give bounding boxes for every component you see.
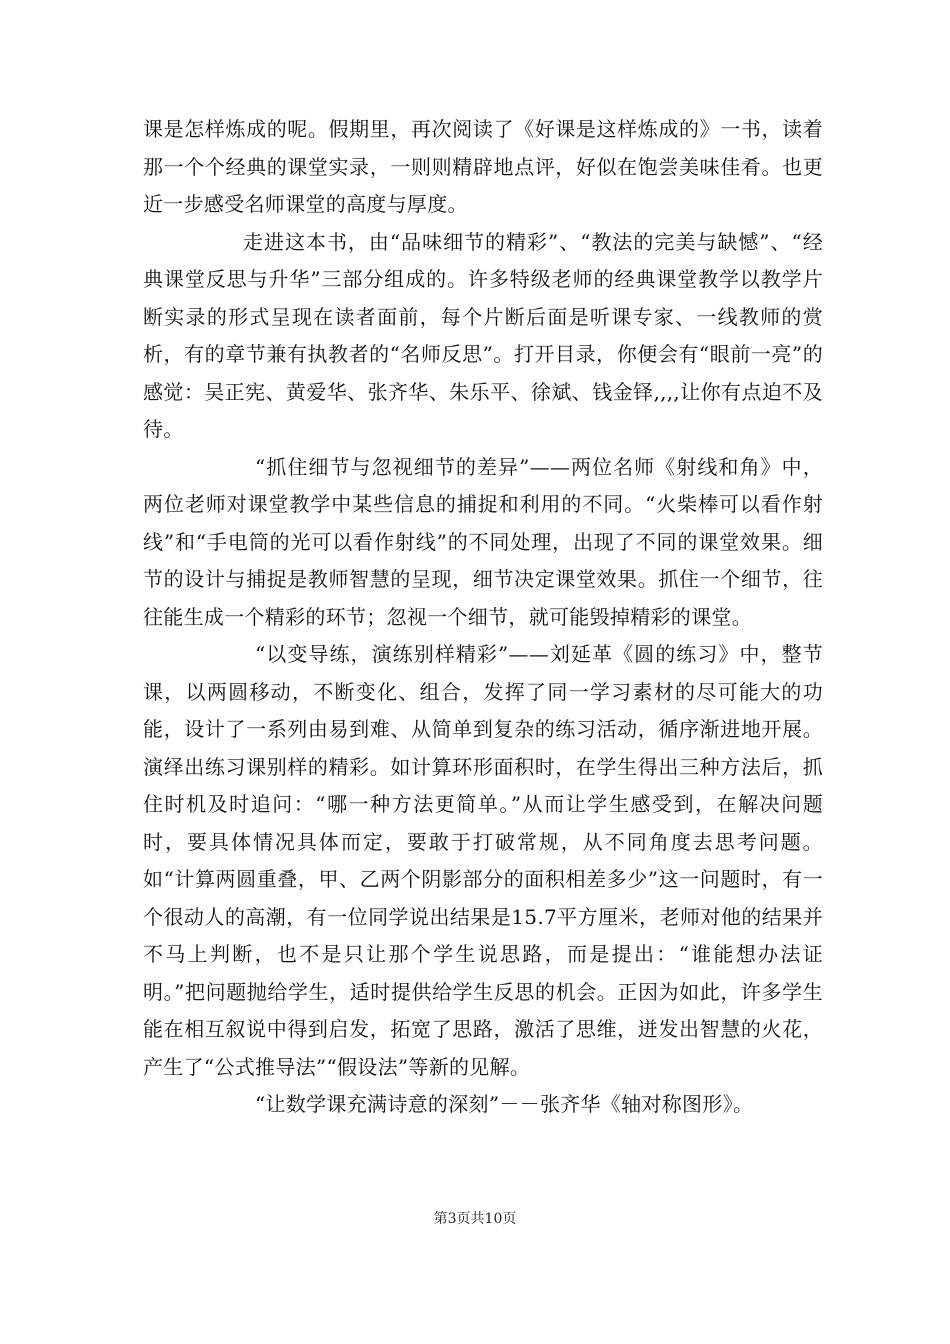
- paragraph-details: “抓住细节与忽视细节的差异”——两位名师《射线和角》中，两位老师对课堂教学中某些信息的捕捉和利用的不同。“火柴棒可以看作射线”和“手电筒的光可以看作射线”的不同处理，出现了不同的课堂效果。细节的设计与捕捉是教师智慧的呈现，细节决定课堂效果。抓住一个细节，往往能生成一个精彩的环节；忽视一个细节，就可能毁掉精彩的课堂。: [143, 454, 823, 629]
- page-number: 第3页共10页: [433, 1211, 517, 1227]
- document-body: [143, 111, 823, 1124]
- paragraph-intro: 课是怎样炼成的呢。假期里，再次阅读了《好课是这样炼成的》一书，读着那一个个经典的课堂实录，一则则精辟地点评，好似在饱尝美味佳肴。也更近一步感受名师课堂的高度与厚度。: [143, 117, 823, 216]
- paragraph-book-structure: 走进这本书，由“品味细节的精彩”、“教法的完美与缺憾”、“经典课堂反思与升华”三部分组成的。许多特级老师的经典课堂教学以教学片断实录的形式呈现在读者面前，每个片断后面是听课专家、一线教师的赏析，有的章节兼有执教者的“名师反思”。打开目录，你便会有“眼前一亮”的感觉：吴正宪、黄爱华、张齐华、朱乐平、徐斌、钱金铎,,,,让你有点迫不及待。: [143, 229, 823, 441]
- paragraph-practice: “以变导练，演练别样精彩”——刘延革《圆的练习》中，整节课，以两圆移动，不断变化、组合，发挥了同一学习素材的尽可能大的功能，设计了一系列由易到难、从简单到复杂的练习活动，循序渐进地开展。演绎出练习课别样的精彩。如计算环形面积时，在学生得出三种方法后，抓住时机及时追问：“哪一种方法更简单。”从而让学生感受到，在解决问题时，要具体情况具体而定，要敢于打破常规，从不同角度去思考问题。如“计算两圆重叠，甲、乙两个阴影部分的面积相差多少”这一问题时，有一个很动人的高潮，有一位同学说出结果是15.7平方厘米，老师对他的结果并不马上判断，也不是只让那个学生说思路，而是提出：“谁能想办法证明。”把问题抛给学生，适时提供给学生反思的机会。正因为如此，许多学生能在相互叙说中得到启发，拓宽了思路，激活了思维，迸发出智慧的火花，产生了“公式推导法”“假设法”等新的见解。: [143, 642, 823, 1079]
- paragraph-poetic: “让数学课充满诗意的深刻”－－张齐华《轴对称图形》。: [255, 1092, 754, 1116]
